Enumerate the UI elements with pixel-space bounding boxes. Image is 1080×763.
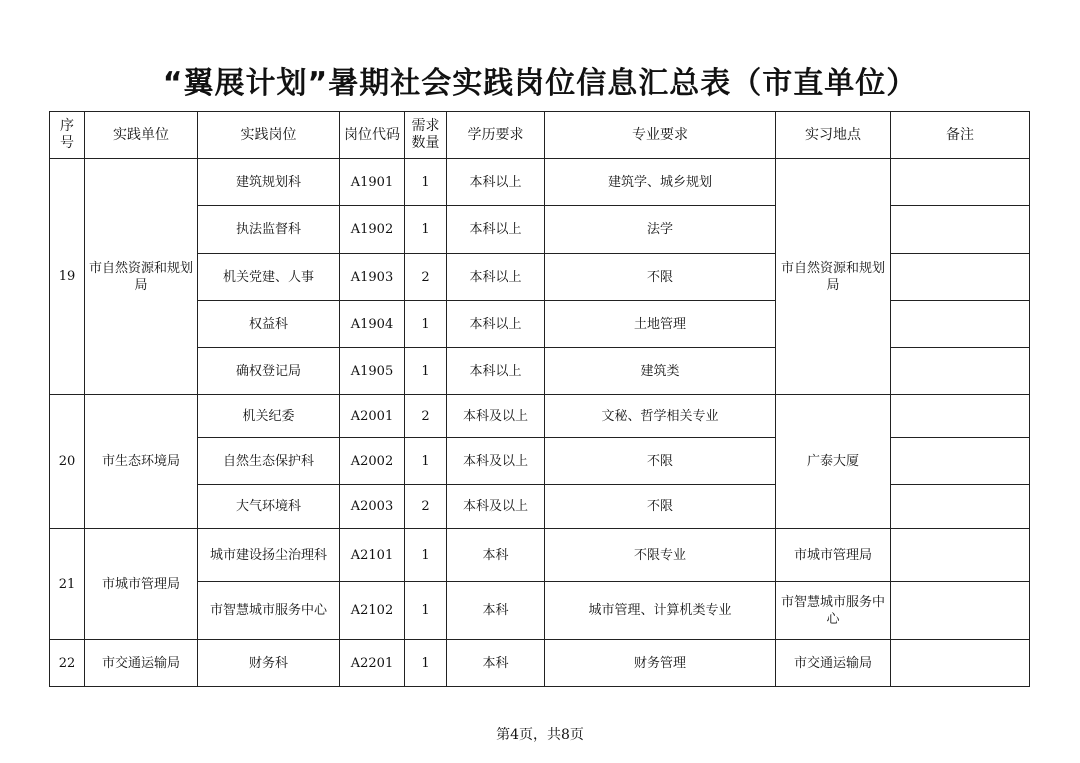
header-no: 序号 [50,112,85,159]
row-unit: 市生态环境局 [85,395,198,529]
header-unit: 实践单位 [85,112,198,159]
row-count: 1 [405,582,447,640]
row-edu: 本科 [447,582,545,640]
row-major: 建筑学、城乡规划 [545,159,776,206]
row-edu: 本科以上 [447,348,545,395]
row-count: 1 [405,301,447,348]
row-code: A1901 [340,159,405,206]
row-location: 市交通运输局 [776,640,891,687]
row-count: 2 [405,395,447,438]
row-code: A1905 [340,348,405,395]
row-code: A2101 [340,529,405,582]
row-major: 不限 [545,438,776,485]
row-count: 1 [405,529,447,582]
table-row [50,159,1030,206]
header-code: 岗位代码 [340,112,405,159]
row-code: A2003 [340,485,405,529]
row-remark [891,438,1030,485]
row-remark [891,395,1030,438]
row-edu: 本科 [447,640,545,687]
row-code: A2002 [340,438,405,485]
row-post: 执法监督科 [198,206,340,254]
row-unit: 市自然资源和规划局 [85,159,198,395]
row-location: 市智慧城市服务中心 [776,582,891,640]
row-edu: 本科以上 [447,301,545,348]
header-remark: 备注 [891,112,1030,159]
row-major: 不限 [545,485,776,529]
page-title: “翼展计划”暑期社会实践岗位信息汇总表（市直单位） [162,66,918,101]
row-remark [891,348,1030,395]
row-remark [891,582,1030,640]
row-code: A1902 [340,206,405,254]
row-count: 1 [405,159,447,206]
row-post: 自然生态保护科 [198,438,340,485]
row-no: 19 [50,159,85,395]
row-edu: 本科及以上 [447,438,545,485]
header-count: 需求数量 [405,112,447,159]
row-count: 1 [405,640,447,687]
row-post: 大气环境科 [198,485,340,529]
header-location: 实习地点 [776,112,891,159]
row-remark [891,206,1030,254]
row-code: A2201 [340,640,405,687]
row-remark [891,529,1030,582]
row-remark [891,254,1030,301]
row-count: 2 [405,254,447,301]
row-location: 市城市管理局 [776,529,891,582]
row-edu: 本科及以上 [447,395,545,438]
table-row [50,640,1030,687]
row-major: 法学 [545,206,776,254]
row-remark [891,640,1030,687]
row-major: 城市管理、计算机类专业 [545,582,776,640]
table-row [50,395,1030,438]
row-count: 1 [405,348,447,395]
row-count: 1 [405,206,447,254]
row-edu: 本科及以上 [447,485,545,529]
row-post: 确权登记局 [198,348,340,395]
header-post: 实践岗位 [198,112,340,159]
row-code: A2102 [340,582,405,640]
row-major: 土地管理 [545,301,776,348]
row-no: 20 [50,395,85,529]
row-no: 21 [50,529,85,640]
row-post: 机关党建、人事 [198,254,340,301]
row-location: 市自然资源和规划局 [776,159,891,395]
row-post: 建筑规划科 [198,159,340,206]
row-remark [891,485,1030,529]
header-edu: 学历要求 [447,112,545,159]
row-post: 财务科 [198,640,340,687]
row-major: 不限专业 [545,529,776,582]
row-major: 财务管理 [545,640,776,687]
table-row [50,529,1030,582]
row-unit: 市城市管理局 [85,529,198,640]
row-code: A1903 [340,254,405,301]
row-edu: 本科以上 [447,254,545,301]
header-major: 专业要求 [545,112,776,159]
row-code: A2001 [340,395,405,438]
row-remark [891,159,1030,206]
row-major: 文秘、哲学相关专业 [545,395,776,438]
row-major: 建筑类 [545,348,776,395]
row-unit: 市交通运输局 [85,640,198,687]
row-count: 2 [405,485,447,529]
row-edu: 本科以上 [447,159,545,206]
table-header-row [50,112,1030,159]
row-edu: 本科 [447,529,545,582]
row-location: 广泰大厦 [776,395,891,529]
row-count: 1 [405,438,447,485]
row-no: 22 [50,640,85,687]
page-footer: 第4页，共8页 [496,727,584,743]
row-post: 市智慧城市服务中心 [198,582,340,640]
row-post: 城市建设扬尘治理科 [198,529,340,582]
row-post: 机关纪委 [198,395,340,438]
row-major: 不限 [545,254,776,301]
row-edu: 本科以上 [447,206,545,254]
positions-table [49,111,1030,687]
row-code: A1904 [340,301,405,348]
row-post: 权益科 [198,301,340,348]
row-remark [891,301,1030,348]
